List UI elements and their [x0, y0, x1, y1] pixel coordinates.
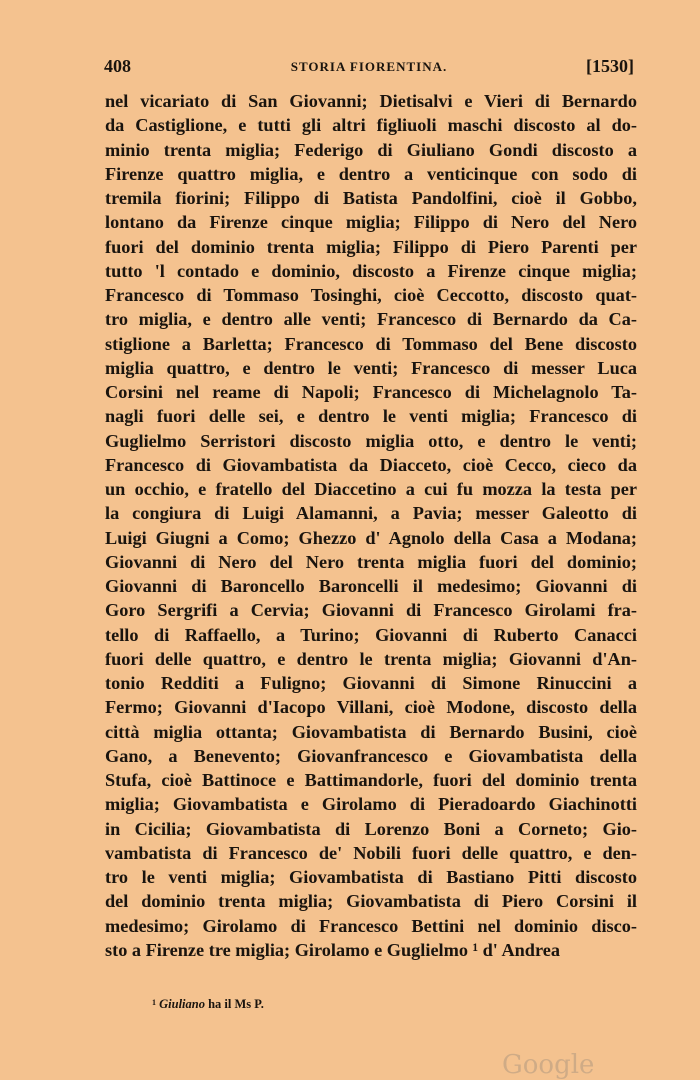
footnote-marker: 1	[152, 998, 156, 1007]
text-line: fuori delle quattro, e dentro le trenta miglia; Giovanni d'An-	[105, 648, 637, 669]
page-number: 408	[104, 56, 131, 76]
body-text	[105, 89, 637, 962]
text-line: Firenze quattro miglia, e dentro a venticinque con sodo di	[105, 163, 637, 184]
text-line: stiglione a Barletta; Francesco di Tommaso del Bene discosto	[105, 333, 637, 354]
text-line: Goro Sergrifi a Cervia; Giovanni di Francesco Girolami fra-	[105, 600, 637, 621]
text-line: Luigi Giugni a Como; Ghezzo d' Agnolo della Casa a Modana;	[105, 527, 637, 548]
text-line: da Castiglione, e tutti gli altri figliuoli maschi discosto al do-	[105, 115, 637, 136]
text-line: tonio Redditi a Fuligno; Giovanni di Simone Rinuccini a	[105, 673, 637, 693]
footnote	[152, 997, 264, 1012]
running-header	[104, 56, 634, 80]
text-line: città miglia ottanta; Giovambatista di Bernardo Busini, cioè	[105, 721, 637, 742]
text-line: Guglielmo Serristori discosto miglia otto, e dentro le venti;	[105, 430, 637, 451]
text-line: tro le venti miglia; Giovambatista di Bastiano Pitti discosto	[105, 867, 637, 887]
text-line: Giovanni di Nero del Nero trenta miglia fuori del dominio;	[105, 551, 637, 572]
text-line: Francesco di Giovambatista da Diacceto, cioè Cecco, cieco da	[105, 454, 637, 475]
year-bracket: [1530]	[586, 56, 634, 76]
text-line: in Cicilia; Giovambatista di Lorenzo Boni a Corneto; Gio-	[105, 818, 637, 839]
text-line: miglia quattro, e dentro le venti; Francesco di messer Luca	[105, 357, 637, 378]
footnote-italic: Giuliano	[159, 997, 205, 1011]
text-line: nagli fuori delle sei, e dentro le venti miglia; Francesco di	[105, 406, 637, 427]
text-line: Giovanni di Baroncello Baroncelli il medesimo; Giovanni di	[105, 576, 637, 596]
text-line: nel vicariato di San Giovanni; Dietisalvi e Vieri di Bernardo	[105, 91, 637, 111]
text-line: lontano da Firenze cinque miglia; Filippo di Nero del Nero	[105, 212, 637, 233]
text-line: tro miglia, e dentro alle venti; Francesco di Bernardo da Ca-	[105, 309, 637, 330]
text-line: la congiura di Luigi Alamanni, a Pavia; messer Galeotto di	[105, 503, 637, 524]
text-line: fuori del dominio trenta miglia; Filippo di Piero Parenti per	[105, 236, 637, 257]
running-title: STORIA FIORENTINA.	[290, 59, 448, 74]
text-line: medesimo; Girolamo di Francesco Bettini nel dominio disco-	[105, 915, 637, 936]
text-line: un occhio, e fratello del Diaccetino a cui fu mozza la testa per	[105, 479, 637, 499]
text-line: Stufa, cioè Battinoce e Battimandorle, fuori del dominio trenta	[105, 770, 637, 790]
text-line: del dominio trenta miglia; Giovambatista di Piero Corsini il	[105, 891, 637, 912]
text-line: miglia; Giovambatista e Girolamo di Pieradoardo Giachinotti	[105, 794, 637, 815]
text-line: tutto 'l contado e dominio, discosto a Firenze cinque miglia;	[105, 260, 637, 281]
watermark: Google	[502, 1050, 595, 1080]
text-line: vambatista di Francesco de' Nobili fuori delle quattro, e den-	[105, 842, 637, 863]
text-line: sto a Firenze tre miglia; Girolamo e Guglielmo ¹ d' Andrea	[105, 939, 561, 960]
footnote-text: ha il Ms P.	[204, 997, 264, 1011]
text-line: Fermo; Giovanni d'Iacopo Villani, cioè Modone, discosto della	[105, 697, 637, 718]
text-line: Francesco di Tommaso Tosinghi, cioè Ceccotto, discosto quat-	[105, 285, 637, 305]
text-line: minio trenta miglia; Federigo di Giuliano Gondi discosto a	[105, 139, 637, 160]
text-line: tello di Raffaello, a Turino; Giovanni di Ruberto Canacci	[105, 624, 637, 645]
text-line: Corsini nel reame di Napoli; Francesco di Michelagnolo Ta-	[105, 382, 637, 402]
text-line: tremila fiorini; Filippo di Batista Pandolfini, cioè il Gobbo,	[105, 188, 637, 208]
text-line: Gano, a Benevento; Giovanfrancesco e Giovambatista della	[105, 745, 637, 766]
